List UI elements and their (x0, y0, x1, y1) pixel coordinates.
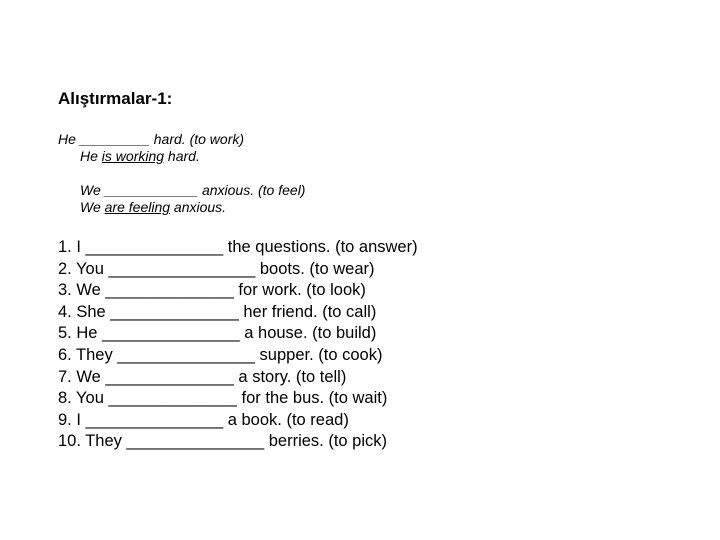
exercise-item: 9. I _______________ a book. (to read) (58, 410, 349, 429)
example-question-1: He _________ hard. (to work) (58, 131, 245, 147)
example-answer-1: He is working hard. (80, 148, 200, 164)
example-question-2: We ____________ anxious. (to feel) (80, 182, 306, 198)
exercise-item: 7. We ______________ a story. (to tell) (58, 367, 347, 386)
exercise-item: 10. They _______________ berries. (to pick) (58, 432, 388, 451)
exercise-item: 1. I _______________ the questions. (to answer) (58, 238, 418, 256)
exercise-list (58, 237, 418, 453)
exercise-item: 2. You ________________ boots. (to wear) (58, 259, 375, 278)
exercise-item: 3. We ______________ for work. (to look) (58, 281, 366, 300)
exercise-item: 4. She ______________ her friend. (to call) (58, 302, 377, 321)
exercise-item: 6. They _______________ supper. (to cook) (58, 345, 383, 364)
exercise-item: 5. He _______________ a house. (to build) (58, 324, 377, 343)
worksheet-title: Alıştırmalar-1: (58, 89, 173, 108)
example-answer-2: We are feeling anxious. (80, 199, 227, 215)
underlined-answer: are feeling (104, 199, 171, 215)
underlined-answer: is working (101, 148, 165, 164)
exercise-item: 8. You ______________ for the bus. (to wait) (58, 389, 388, 408)
